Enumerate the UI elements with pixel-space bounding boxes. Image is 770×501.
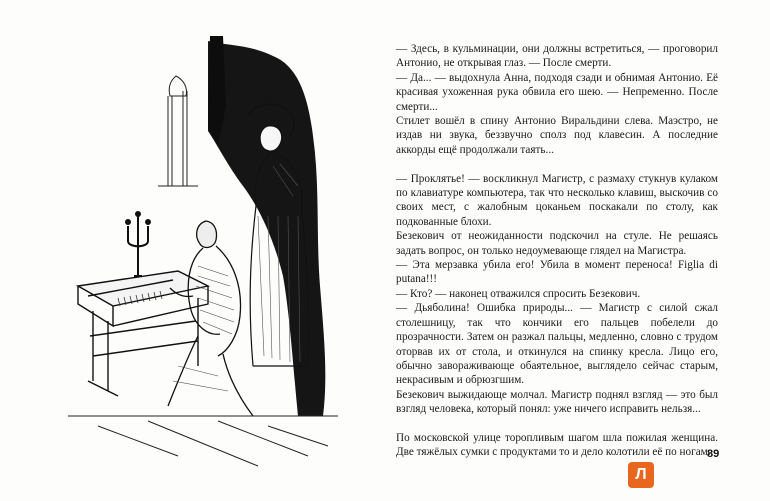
text-column (396, 42, 718, 460)
paragraph: Безекович от неожиданности подскочил на стуле. Не решаясь задать вопрос, он только недоумевающе глядел на Магистра. (396, 230, 718, 257)
paragraph: — Здесь, в кульминации, они должны встретиться, — проговорил Антонио, не открывая глаз. — После смерти. (396, 43, 718, 70)
paragraph: — Проклятье! — воскликнул Магистр, с размаху стукнув кулаком по клавиатуре компьютера, так что несколько клавиш, выскочив со своих мест, с жалобным цоканьем поскакали по столу, как подкованные блохи. (396, 172, 718, 228)
harpsichord-scene-illustration (58, 36, 343, 476)
paragraph: — Да... — выдохнула Анна, подходя сзади и обнимая Антонио. Её красивая ухоженная рука обвила его шею. — Непременно. После смерти... (396, 71, 718, 113)
paragraph: Безекович выжидающе молчал. Магистр поднял взгляд — это был взгляд человека, который понял: уже ничего исправить нельзя... (396, 388, 718, 416)
page-number: 89 (707, 448, 720, 460)
logo-letter: Л (635, 466, 647, 483)
labirint-logo-icon (628, 462, 654, 488)
paragraph: — Эта мерзавка убила его! Убила в момент переноса! Figlia di putana!!! (396, 259, 718, 286)
paragraph: По московской улице торопливым шагом шла пожилая женщина. Две тяжёлых сумки с продуктами то и дело колотили её по ногам. (396, 431, 718, 459)
paragraph: — Кто? — наконец отважился спросить Безекович. (396, 287, 641, 300)
paragraph: Стилет вошёл в спину Антонио Виральдини слева. Маэстро, не издав ни звука, беззвучно сполз под клавесин. А последние аккорды ещё продолжали таять... (396, 115, 718, 156)
ink-illustration (58, 36, 343, 476)
paragraph: — Дьяболина! Ошибка природы... — Магистр с силой сжал столешницу, так что кончики его пальцев побелели до прозрачности. Затем он разжал пальцы, медленно, словно с трудом оторвав их от стола, и откинулся на спинку кресла. Лицо его, обычно завораживающе обаятельное, выглядело сейчас старым, некрасивым и обрюзгшим. (396, 302, 718, 387)
